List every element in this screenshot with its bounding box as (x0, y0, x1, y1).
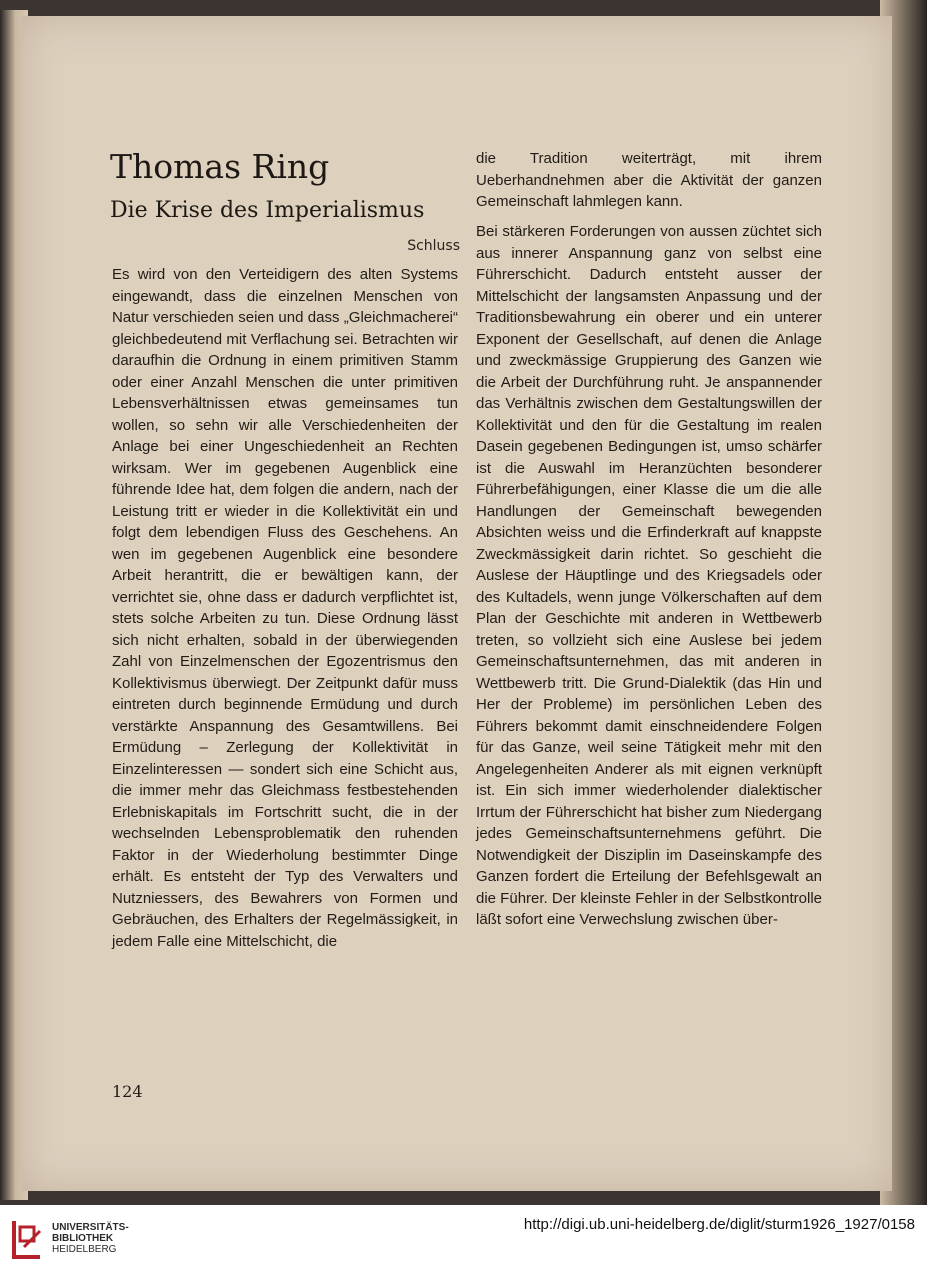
viewer-footer (0, 1205, 927, 1273)
continuation-note: Schluss (407, 238, 460, 254)
library-logo-text[interactable] (52, 1222, 152, 1255)
logo-line-2: BIBLIOTHEK (52, 1233, 114, 1244)
author-name: Thomas Ring (110, 147, 330, 186)
logo-line-1: UNIVERSITÄTS- (52, 1222, 129, 1233)
permalink-url[interactable]: http://digi.ub.uni-heidelberg.de/diglit/sturm1926_1927/0158 (523, 1216, 915, 1233)
right-column-top-text: die Tradition weiterträgt, mit ihrem Ueberhandnehmen aber die Aktivität der ganzen Gemeinschaft lahmlegen kann. (476, 150, 822, 210)
article-title: Die Krise des Imperialismus (110, 198, 425, 223)
page-number: 124 (112, 1082, 143, 1101)
left-column-text: Es wird von den Verteidigern des alten Systems eingewandt, dass die einzelnen Menschen von Natur verschieden seien und dass „Gleichmacherei“ gleichbedeutend mit Verflachung sei. Betrachten wir daraufhin die Ordnung in einem primitiven Stamm oder einer Anzahl Menschen die unter primitiven Lebensverhältnissen etwas gemeinsames tun wollen, so sehn wir alle Verschiedenheiten der Anlage bei einer Ungeschiedenheit an Rechten wirksam. Wer im gegebenen Augenblick eine führende Idee hat, dem folgen die andern, nach der Leistung tritt er wieder in die Kollektivität ein und folgt dem lebendigen Fluss des Geschehens. An wen im gegebenen Augenblick eine besondere Arbeit herantritt, die er bewältigen kann, der verrichtet sie, ohne dass er dadurch verpflichtet ist, stets solche Arbeiten zu tun. Diese Ordnung lässt sich nicht erhalten, sobald in der überwiegenden Zahl von Einzelmenschen der Egozentrismus den Kollektivismus überwiegt. Der Zeitpunkt dafür muss eintreten durch beginnende Ermüdung und durch verstärkte Anspannung des Gesamtwillens. Bei Ermüdung – Zerlegung der Kollektivität in Einzelinteressen — sondert sich eine Schicht aus, die immer mehr das Gleichmass festbestehenden Erlebniskapitals im Fortschritt sucht, die in der wechselnden Lebensproblematik den ruhenden Faktor in der Wiederholung bestimmter Dinge erhält. Es entsteht der Typ des Verwalters und Nutzniessers, des Bewahrers von Formen und Gebräuchen, des Erhalters der Regelmässigkeit, in jedem Falle eine Mittelschicht, die (112, 266, 458, 950)
logo-line-3: HEIDELBERG (52, 1244, 117, 1255)
library-logo-icon[interactable] (10, 1217, 44, 1261)
right-column-text: Bei stärkeren Forderungen von aussen züchtet sich aus innerer Anspannung ganz von selbst eine Führerschicht. Dadurch entsteht ausser der Mittelschicht der langsamsten Anpassung und der Traditionsbewahrung ein oberer und ein unterer Exponent der Gesellschaft, auf denen die Anlage und zweckmässige Gruppierung des Ganzen wie die Arbeit der Durchführung ruht. Je anspannender das Verhältnis zwischen dem Gestaltungswillen der Kollektivität und den für die Gestaltung im realen Dasein gegebenen Bedingungen ist, umso schärfer ist die Auswahl im Heranzüchten besonderer Führerbefähigungen, einer Klasse die um die alle Handlungen der Gemeinschaft bewegenden Absichten weiss und die Erfinderkraft auf knappste Zweckmässigkeit darin richtet. So geschieht die Auslese der Häuptlinge und des Kriegsadels oder des Kultadels, wenn junge Völkerschaften auf dem Plan der Geschichte mit anderen in Wettbewerb treten, so vollzieht sich eine Auslese bei jedem Gemeinschaftsunternehmen, das mit anderen in Wettbewerb tritt. Die Grund-Dialektik (das Hin und Her der Probleme) im persönlichen Leben des Führers bekommt damit einschneidendere Folgen für das Ganze, weil seine Tätigkeit mehr mit den Angelegenheiten Anderer als mit eignen verknüpft ist. Ein sich immer wiederholender dialektischer Irrtum der Führerschicht hat bisher zum Niedergang jedes Gemeinschaftsunternehmens geführt. Die Notwendigkeit der Disziplin im Daseinskampfe des Ganzen fordert die Erteilung der Befehlsgewalt an die Führer. Der kleinste Fehler in der Selbstkontrolle läßt sofort eine Verwechslung zwischen über- (476, 223, 822, 928)
